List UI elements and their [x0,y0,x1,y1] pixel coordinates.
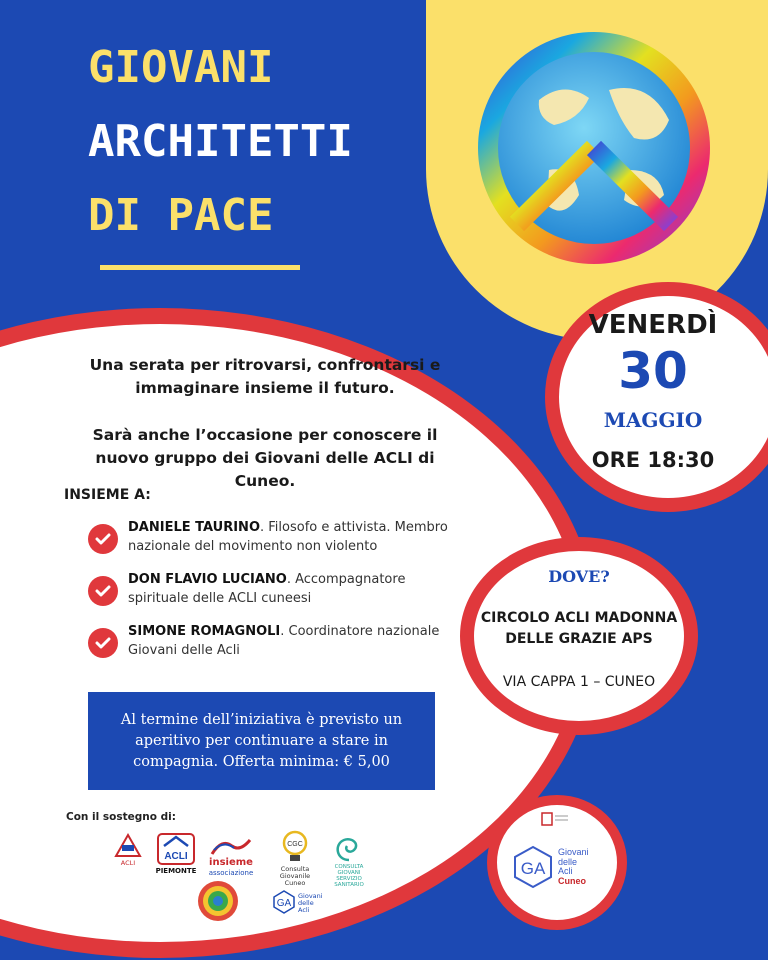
guest-name: SIMONE ROMAGNOLI [128,624,281,639]
ga-text [558,848,589,886]
guest-item [88,622,468,660]
ga-hexagon-icon [512,845,554,889]
consulta-civile-caption: CONSULTA GIOVANI SERVIZIO SANITARIO [334,864,364,888]
guest-item [88,570,468,608]
date-weekday: VENERDÌ [588,310,718,340]
check-icon [88,628,118,658]
location-name: CIRCOLO ACLI MADONNA DELLE GRAZIE APS [480,610,678,647]
guest-description: . Accompagnatore spirituale delle ACLI cuneesi [128,572,406,606]
rainbow-association-logo [196,880,240,922]
location-heading: DOVE? [548,567,610,586]
ga-line-3: Acli [558,866,573,876]
associazione-caption: associazione [208,869,254,877]
title-line-3: DI PACE [88,190,274,241]
check-icon [88,524,118,554]
guest-item [88,518,468,556]
sponsors-label: Con il sostegno di: [66,811,176,823]
guest-description: . Coordinatore nazionale Giovani delle Acli [128,624,440,658]
acli-piemonte-mark: ACLI [164,851,188,862]
ga-line-1: Giovani [558,847,589,857]
consulta-civile-logo [324,834,374,888]
intro-paragraph-2: Sarà anche l’occasione per conoscere il nuovo gruppo dei Giovani delle ACLI di Cuneo. [92,426,438,490]
ga-small-caption: Giovani delle Acli [298,891,323,914]
guest-text [128,570,468,608]
giovani-acli-cuneo-logo [512,845,589,889]
consulta-giovanile-logo [270,830,320,887]
title-line-1: GIOVANI [88,42,274,93]
title-underline [100,265,300,270]
intro-paragraph-1: Una serata per ritrovarsi, confrontarsi e immaginare insieme il futuro. [89,356,441,397]
date-number: 30 [618,342,688,400]
ga-small-mark: GA [276,898,292,909]
acli-piemonte-caption: PIEMONTE [155,867,197,875]
date-time: ORE 18:30 [591,448,715,472]
date-month: MAGGIO [603,408,703,432]
acli-piemonte-logo [153,832,199,875]
mini-crest-icon [540,810,570,830]
aperitivo-note: Al termine dell’iniziativa è previsto un aperitivo per continuare a stare in compagnia. Offerta minima: € 5,00 [88,692,435,790]
ga-line-2: delle [558,856,578,867]
guests-heading: INSIEME A: [64,487,151,503]
location-address: VIA CAPPA 1 – CUNEO [502,674,656,690]
giovani-acli-small-logo [272,890,322,914]
guest-description: . Filosofo e attivista. Membro nazionale del movimento non violento [128,520,448,554]
cgc-mark: CGC [287,841,303,848]
acli-cuneo-caption: ACLI [120,859,136,867]
guest-name: DON FLAVIO LUCIANO [128,572,287,587]
guest-name: DANIELE TAURINO [128,520,260,535]
acli-cuneo-logo [110,832,146,867]
guest-text [128,622,468,660]
title-line-2: ARCHITETTI [88,116,353,167]
insieme-caption: insieme [209,857,253,868]
ga-mark: GA [520,859,546,878]
insieme-associazione-logo [205,836,257,877]
guest-text [128,518,468,556]
check-icon [88,576,118,606]
cgc-caption: Consulta Giovanile Cuneo [279,865,311,887]
ga-line-4: Cuneo [558,875,586,886]
peace-globe-icon [459,20,729,290]
